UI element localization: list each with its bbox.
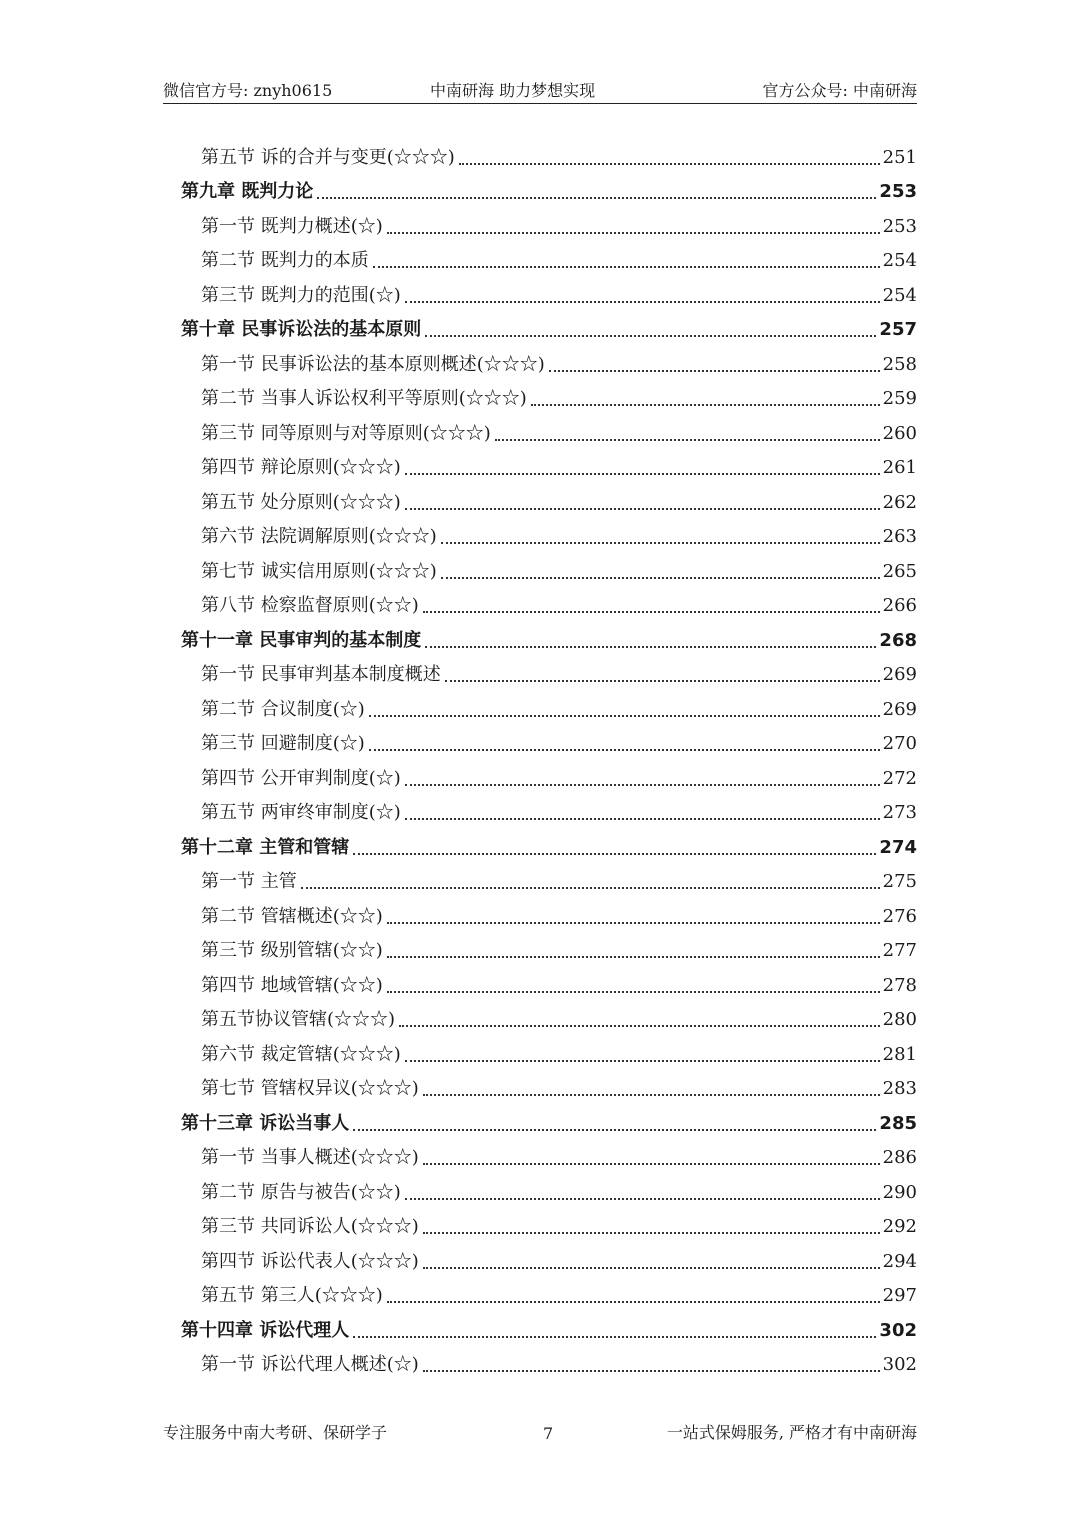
toc-dot-leader (353, 1336, 876, 1338)
toc-page-number: 290 (882, 1181, 917, 1203)
toc-dot-leader (549, 370, 880, 372)
toc-chapter-entry[interactable] (163, 1104, 917, 1139)
toc-entry-title: 第三节 同等原则与对等原则(☆☆☆) (201, 422, 491, 444)
page-header (163, 78, 917, 102)
toc-section-entry[interactable] (163, 725, 917, 760)
toc-page-number: 274 (879, 836, 917, 858)
toc-chapter-entry[interactable] (163, 311, 917, 346)
toc-section-entry[interactable] (163, 345, 917, 380)
toc-entry-title: 第十四章 诉讼代理人 (181, 1319, 350, 1341)
toc-page-number: 272 (882, 767, 917, 789)
toc-page-number: 253 (882, 215, 917, 237)
toc-page-number: 251 (882, 146, 917, 168)
toc-dot-leader (423, 1094, 880, 1096)
toc-dot-leader (423, 1370, 880, 1372)
toc-section-entry[interactable] (163, 1001, 917, 1036)
toc-page-number: 277 (882, 940, 917, 961)
toc-section-entry[interactable] (163, 207, 917, 242)
toc-entry-title: 第一节 既判力概述(☆) (201, 215, 383, 237)
toc-dot-leader (531, 404, 880, 406)
toc-entry-title: 第四节 诉讼代表人(☆☆☆) (201, 1250, 419, 1272)
toc-section-entry[interactable] (163, 1035, 917, 1070)
toc-page-number: 265 (882, 560, 917, 582)
toc-dot-leader (317, 197, 876, 199)
toc-entry-title: 第十二章 主管和管辖 (181, 836, 350, 858)
toc-section-entry[interactable] (163, 656, 917, 691)
toc-entry-title: 第三节 既判力的范围(☆) (201, 284, 401, 306)
toc-entry-title: 第三节 共同诉讼人(☆☆☆) (201, 1216, 419, 1237)
toc-page-number: 257 (879, 319, 917, 340)
toc-dot-leader (425, 646, 876, 648)
toc-entry-title: 第十一章 民事审判的基本制度 (181, 629, 422, 651)
toc-page-number: 286 (882, 1147, 917, 1168)
toc-entry-title: 第二节 管辖概述(☆☆) (201, 905, 383, 927)
toc-dot-leader (387, 956, 880, 958)
toc-section-entry[interactable] (163, 1070, 917, 1105)
toc-entry-title: 第十三章 诉讼当事人 (181, 1112, 350, 1134)
toc-entry-title: 第九章 既判力论 (181, 181, 314, 202)
toc-page-number: 269 (882, 664, 917, 685)
toc-section-entry[interactable] (163, 483, 917, 518)
footer-left-text: 专注服务中南大考研、保研学子 (163, 1423, 388, 1442)
toc-entry-title: 第一节 主管 (201, 871, 297, 892)
toc-chapter-entry[interactable] (163, 173, 917, 208)
toc-section-entry[interactable] (163, 449, 917, 484)
toc-section-entry[interactable] (163, 794, 917, 829)
header-slogan: 中南研海 助力梦想实现 (430, 81, 596, 100)
toc-page-number: 292 (882, 1216, 917, 1237)
toc-page-number: 270 (882, 733, 917, 754)
toc-section-entry[interactable] (163, 518, 917, 553)
toc-dot-leader (399, 1025, 880, 1027)
toc-dot-leader (405, 784, 880, 786)
toc-page-number: 253 (879, 181, 917, 202)
toc-dot-leader (405, 508, 880, 510)
toc-dot-leader (405, 818, 880, 820)
toc-page-number: 266 (882, 595, 917, 616)
toc-dot-leader (405, 301, 880, 303)
toc-entry-title: 第五节 诉的合并与变更(☆☆☆) (201, 146, 455, 168)
toc-page-number: 302 (879, 1319, 917, 1341)
toc-entry-title: 第七节 管辖权异议(☆☆☆) (201, 1078, 419, 1099)
header-wechat-id: 微信官方号: znyh0615 (163, 81, 333, 100)
toc-dot-leader (423, 1267, 880, 1269)
toc-page-number: 254 (882, 284, 917, 306)
toc-section-entry[interactable] (163, 690, 917, 725)
toc-section-entry[interactable] (163, 276, 917, 311)
toc-dot-leader (369, 749, 880, 751)
toc-page-number: 276 (882, 905, 917, 927)
toc-dot-leader (387, 232, 880, 234)
toc-chapter-entry[interactable] (163, 828, 917, 863)
toc-section-entry[interactable] (163, 138, 917, 173)
toc-section-entry[interactable] (163, 897, 917, 932)
toc-dot-leader (369, 715, 880, 717)
toc-entry-title: 第十章 民事诉讼法的基本原则 (181, 319, 422, 340)
table-of-contents (163, 138, 917, 1380)
toc-entry-title: 第八节 检察监督原则(☆☆) (201, 595, 419, 616)
toc-page-number: 283 (882, 1078, 917, 1099)
toc-dot-leader (425, 335, 876, 337)
toc-page-number: 275 (882, 871, 917, 892)
toc-dot-leader (387, 991, 880, 993)
toc-entry-title: 第一节 当事人概述(☆☆☆) (201, 1147, 419, 1168)
toc-dot-leader (405, 1060, 880, 1062)
toc-page-number: 260 (882, 422, 917, 444)
toc-dot-leader (441, 542, 880, 544)
toc-entry-title: 第四节 地域管辖(☆☆) (201, 974, 383, 996)
toc-page-number: 302 (882, 1354, 917, 1375)
toc-page-number: 285 (879, 1112, 917, 1134)
toc-page-number: 297 (882, 1285, 917, 1306)
toc-entry-title: 第二节 既判力的本质 (201, 250, 369, 271)
toc-dot-leader (495, 439, 880, 441)
toc-chapter-entry[interactable] (163, 621, 917, 656)
toc-page-number: 281 (882, 1043, 917, 1065)
toc-dot-leader (423, 1232, 880, 1234)
toc-entry-title: 第四节 公开审判制度(☆) (201, 767, 401, 789)
toc-entry-title: 第二节 原告与被告(☆☆) (201, 1181, 401, 1203)
toc-entry-title: 第六节 裁定管辖(☆☆☆) (201, 1043, 401, 1065)
toc-section-entry[interactable] (163, 380, 917, 415)
toc-entry-title: 第六节 法院调解原则(☆☆☆) (201, 526, 437, 547)
toc-dot-leader (353, 1129, 876, 1131)
toc-page-number: 280 (882, 1009, 917, 1030)
toc-page-number: 263 (882, 526, 917, 547)
toc-dot-leader (459, 163, 880, 165)
toc-page-number: 261 (882, 457, 917, 478)
toc-section-entry[interactable] (163, 1173, 917, 1208)
toc-chapter-entry[interactable] (163, 1311, 917, 1346)
toc-section-entry[interactable] (163, 863, 917, 898)
toc-dot-leader (405, 473, 880, 475)
toc-section-entry[interactable] (163, 414, 917, 449)
toc-entry-title: 第三节 回避制度(☆) (201, 733, 365, 754)
toc-section-entry[interactable] (163, 1208, 917, 1243)
toc-section-entry[interactable] (163, 1346, 917, 1381)
toc-section-entry[interactable] (163, 966, 917, 1001)
toc-page-number: 278 (882, 974, 917, 996)
toc-page-number: 254 (882, 250, 917, 271)
toc-section-entry[interactable] (163, 242, 917, 277)
toc-section-entry[interactable] (163, 759, 917, 794)
toc-page-number: 268 (879, 629, 917, 651)
toc-section-entry[interactable] (163, 587, 917, 622)
toc-dot-leader (441, 577, 880, 579)
toc-entry-title: 第五节协议管辖(☆☆☆) (201, 1009, 396, 1030)
toc-page-number: 262 (882, 491, 917, 513)
toc-section-entry[interactable] (163, 1277, 917, 1312)
toc-entry-title: 第二节 合议制度(☆) (201, 698, 365, 720)
toc-dot-leader (423, 611, 880, 613)
toc-entry-title: 第一节 民事诉讼法的基本原则概述(☆☆☆) (201, 353, 545, 375)
toc-page-number: 258 (882, 353, 917, 375)
toc-entry-title: 第五节 两审终审制度(☆) (201, 802, 401, 823)
toc-entry-title: 第四节 辩论原则(☆☆☆) (201, 457, 401, 478)
toc-dot-leader (387, 922, 880, 924)
page-number: 7 (543, 1424, 554, 1443)
toc-dot-leader (423, 1163, 880, 1165)
header-divider (163, 103, 917, 104)
toc-page-number: 269 (882, 698, 917, 720)
toc-dot-leader (373, 266, 880, 268)
toc-dot-leader (405, 1198, 880, 1200)
header-official-account: 官方公众号: 中南研海 (762, 81, 917, 100)
footer-right-text: 一站式保姆服务, 严格才有中南研海 (666, 1423, 917, 1442)
toc-section-entry[interactable] (163, 1242, 917, 1277)
toc-entry-title: 第三节 级别管辖(☆☆) (201, 940, 383, 961)
toc-page-number: 294 (882, 1250, 917, 1272)
toc-entry-title: 第五节 处分原则(☆☆☆) (201, 491, 401, 513)
toc-entry-title: 第七节 诚实信用原则(☆☆☆) (201, 560, 437, 582)
toc-entry-title: 第一节 诉讼代理人概述(☆) (201, 1354, 419, 1375)
toc-entry-title: 第一节 民事审判基本制度概述 (201, 664, 441, 685)
toc-dot-leader (353, 853, 876, 855)
toc-page-number: 259 (882, 388, 917, 409)
toc-entry-title: 第二节 当事人诉讼权利平等原则(☆☆☆) (201, 388, 527, 409)
toc-entry-title: 第五节 第三人(☆☆☆) (201, 1285, 383, 1306)
toc-section-entry[interactable] (163, 552, 917, 587)
toc-page-number: 273 (882, 802, 917, 823)
toc-section-entry[interactable] (163, 1139, 917, 1174)
toc-section-entry[interactable] (163, 932, 917, 967)
toc-dot-leader (445, 680, 880, 682)
toc-dot-leader (301, 887, 880, 889)
toc-dot-leader (387, 1301, 880, 1303)
